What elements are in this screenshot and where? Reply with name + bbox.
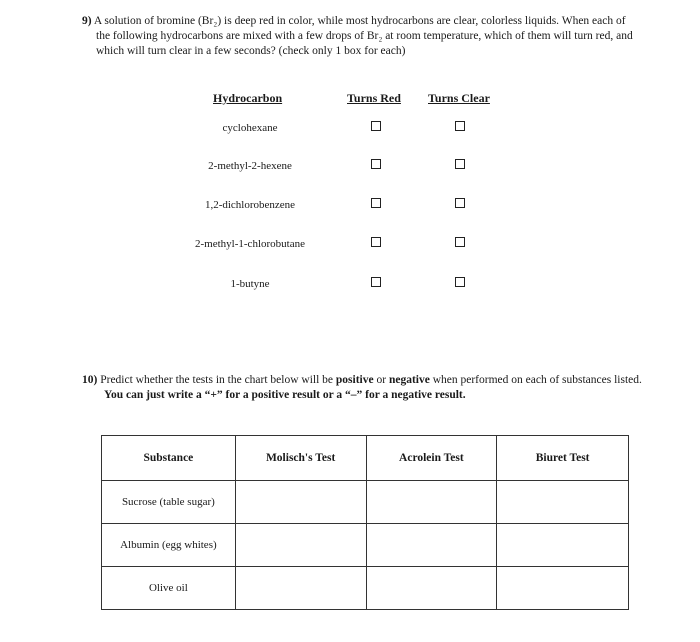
turns-clear-checkbox-2-methyl-2-hexene[interactable] xyxy=(455,159,465,169)
turns-red-checkbox-cyclohexane[interactable] xyxy=(371,121,381,131)
molisch-answer-cell[interactable] xyxy=(235,524,366,567)
acrolein-answer-cell[interactable] xyxy=(366,481,497,524)
turns-red-column-header: Turns Red xyxy=(347,91,401,105)
turns-red-checkbox-1-butyne[interactable] xyxy=(371,277,381,287)
question-10 xyxy=(82,373,642,403)
turns-red-checkbox-1-2-dichlorobenzene[interactable] xyxy=(371,198,381,208)
biuret-answer-cell[interactable] xyxy=(497,481,629,524)
acrolein-test-header: Acrolein Test xyxy=(366,436,497,481)
turns-clear-checkbox-2-methyl-1-chlorobutane[interactable] xyxy=(455,237,465,247)
negative-word: negative xyxy=(388,374,430,386)
table-row xyxy=(102,567,629,610)
positive-word: positive xyxy=(335,374,374,386)
acrolein-answer-cell[interactable] xyxy=(366,567,497,610)
table-row xyxy=(102,524,629,567)
table-header-row xyxy=(102,436,629,481)
turns-clear-column-header: Turns Clear xyxy=(428,91,490,105)
molisch-answer-cell[interactable] xyxy=(235,481,366,524)
turns-red-checkbox-2-methyl-1-chlorobutane[interactable] xyxy=(371,237,381,247)
question-9-number: 9) xyxy=(82,15,92,27)
hydrocarbon-name: 2-methyl-2-hexene xyxy=(208,160,292,172)
substance-header: Substance xyxy=(102,436,236,481)
molisch-answer-cell[interactable] xyxy=(235,567,366,610)
or-word: or xyxy=(373,374,389,386)
tests-table xyxy=(101,435,629,610)
question-10-instruction: You can just write a “+” for a positive result or a “–” for a negative result. xyxy=(104,389,466,401)
substance-cell: Albumin (egg whites) xyxy=(102,524,236,567)
question-9-text xyxy=(82,14,642,59)
molisch-test-header: Molisch's Test xyxy=(235,436,366,481)
biuret-answer-cell[interactable] xyxy=(497,524,629,567)
question-9-body: A solution of bromine (Br₂) is deep red in color, while most hydrocarbons are clear, colorless liquids. When each of the following hydrocarbons are mixed with a few drops of Br₂ at room temperature, which of them will turn red, and which will turn clear in a few seconds? (check only 1 box for each) xyxy=(93,15,633,57)
turns-clear-checkbox-1-butyne[interactable] xyxy=(455,277,465,287)
table-row xyxy=(102,481,629,524)
substance-cell: Sucrose (table sugar) xyxy=(102,481,236,524)
question-10-text xyxy=(82,373,642,403)
question-10-number: 10) xyxy=(82,374,98,386)
biuret-test-header: Biuret Test xyxy=(497,436,629,481)
hydrocarbon-name: 1-butyne xyxy=(230,278,270,290)
biuret-answer-cell[interactable] xyxy=(497,567,629,610)
hydrocarbon-name: 2-methyl-1-chlorobutane xyxy=(195,238,305,250)
substance-cell: Olive oil xyxy=(102,567,236,610)
turns-clear-checkbox-cyclohexane[interactable] xyxy=(455,121,465,131)
acrolein-answer-cell[interactable] xyxy=(366,524,497,567)
hydrocarbon-column-header: Hydrocarbon xyxy=(213,91,283,105)
turns-red-checkbox-2-methyl-2-hexene[interactable] xyxy=(371,159,381,169)
question-9 xyxy=(82,14,642,59)
question-10-text-part1: Predict whether the tests in the chart below will be xyxy=(100,374,336,386)
question-10-text-part2: when performed on each of substances listed. xyxy=(429,374,642,386)
hydrocarbon-name: 1,2-dichlorobenzene xyxy=(204,199,296,211)
turns-clear-checkbox-1-2-dichlorobenzene[interactable] xyxy=(455,198,465,208)
hydrocarbon-name: cyclohexane xyxy=(222,122,278,134)
